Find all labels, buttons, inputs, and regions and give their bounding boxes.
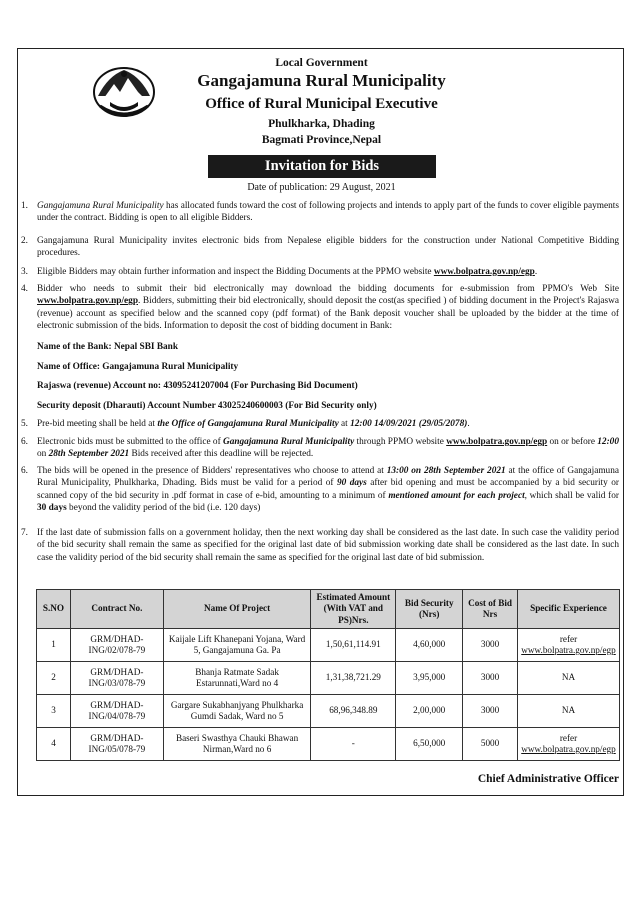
paragraph-1: 1. Gangajamuna Rural Municipality has allocated funds toward the cost of following projects and intends to apply part of the funds to cover eligible payments under the contract. Bidding is open to all eligible Bidders.	[21, 201, 619, 224]
local-government-label: Local Government	[275, 57, 368, 69]
bolpatra-link[interactable]: www.bolpatra.gov.np/egp	[37, 296, 138, 307]
experience-link[interactable]: www.bolpatra.gov.np/egp	[521, 645, 616, 655]
column-header: Name Of Project	[163, 590, 311, 629]
paragraph-4: 4. Bidder who needs to submit their bid electronically may download the bidding documents for e-submission from PPMO's Web Site www.bolpatra.gov.np/egp. Bidders, submitting their bid electronically, should deposit the cost(as specified ) of bidding document in the Project's Rajaswa (revenue) account as specified below and the scanned copy (pdf format) of the Bank deposit voucher shall be uploaded by the bidder at the time of electronic submission of the bids. Information to deposit the cost of bidding document in Bank:	[21, 284, 619, 331]
paragraph-2: 2. Gangajamuna Rural Municipality invites electronic bids from Nepalese eligible bidders for the construction under National Competitive Bidding procedures.	[21, 236, 619, 259]
column-header: Estimated Amount (With VAT and PS)Nrs.	[311, 590, 396, 629]
table-row: 3 GRM/DHAD-ING/04/078-79 Gargare Sukabhanjyang Phulkharka Gumdi Sadak, Ward no 5 68,96,348.89 2,00,000 3000 NA	[37, 695, 620, 728]
column-header: Cost of Bid Nrs	[463, 590, 518, 629]
paragraph-8: 7. If the last date of submission falls on a government holiday, then the next working day shall be considered as the last date. In such case the validity period of the bid security shall remain the same as specified for the original last date of bid submission working date shall be considered as the last date. In such case the validity period of the bid security shall remain the same as specified for the original last date of bid submission.	[21, 528, 619, 563]
security-account: Security deposit (Dharauti) Account Number 43025240600003 (For Bid Security only)	[37, 401, 377, 411]
invitation-banner: Invitation for Bids	[208, 155, 436, 178]
paragraph-3: 3. Eligible Bidders may obtain further information and inspect the Bidding Documents at the PPMO website www.bolpatra.gov.np/egp.	[21, 267, 538, 277]
column-header: S.NO	[37, 590, 71, 629]
column-header: Bid Security (Nrs)	[396, 590, 463, 629]
experience-link[interactable]: www.bolpatra.gov.np/egp	[521, 744, 616, 754]
address-line-1: Phulkharka, Dhading	[268, 118, 375, 130]
projects-table	[36, 589, 620, 761]
bolpatra-link[interactable]: www.bolpatra.gov.np/egp	[446, 437, 548, 447]
revenue-account: Rajaswa (revenue) Account no: 43095241207004 (For Purchasing Bid Document)	[37, 381, 358, 391]
office-name: Name of Office: Gangajamuna Rural Municipality	[37, 362, 239, 372]
table-row: 4 GRM/DHAD-ING/05/078-79 Baseri Swasthya Chauki Bhawan Nirman,Ward no 6 - 6,50,000 5000 refer www.bolpatra.gov.np/egp	[37, 728, 620, 761]
table-row: 1 GRM/DHAD-ING/02/078-79 Kaijale Lift Khanepani Yojana, Ward 5, Gangajamuna Ga. Pa 1,50,61,114.91 4,60,000 3000 refer www.bolpatra.gov.np/egp	[37, 629, 620, 662]
address-line-2: Bagmati Province,Nepal	[261, 134, 382, 146]
column-header: Contract No.	[70, 590, 163, 629]
office-title: Office of Rural Municipal Executive	[205, 96, 438, 112]
table-row: 2 GRM/DHAD-ING/03/078-79 Bhanja Ratmate Sadak Estarunnati,Ward no 4 1,31,38,721.29 3,95,000 3000 NA	[37, 662, 620, 695]
paragraph-7: 6. The bids will be opened in the presence of Bidders' representatives who choose to attend at 13:00 on 28th September 2021 at the office of Gangajamuna Rural Municipality, Phulkharka, Dhading. Bids must be valid for a period of 90 days after bid opening and must be accompanied by a bid security or scanned copy of the bid security in .pdf format in case of e-bid, amounting to a minimum of mentioned amount for each project, which shall be valid for 30 days beyond the validity period of the bid (i.e. 120 days)	[21, 466, 619, 513]
column-header: Specific Experience	[517, 590, 619, 629]
signature-title: Chief Administrative Officer	[477, 773, 619, 785]
table-header-row	[37, 590, 620, 629]
bank-name: Name of the Bank: Nepal SBI Bank	[37, 342, 179, 352]
paragraph-6: 6. Electronic bids must be submitted to the office of Gangajamuna Rural Municipality through PPMO website www.bolpatra.gov.np/egp on or before 12:00 on 28th September 2021 Bids received after this deadline will be rejected.	[21, 437, 619, 460]
paragraph-5: 5. Pre-bid meeting shall be held at the Office of Gangajamuna Rural Municipality at 12:00 14/09/2021 (29/05/2078).	[21, 419, 470, 429]
municipality-title: Gangajamuna Rural Municipality	[197, 71, 446, 90]
publication-date: Date of publication: 29 August, 2021	[247, 182, 396, 193]
bolpatra-link[interactable]: www.bolpatra.gov.np/egp	[433, 267, 535, 277]
